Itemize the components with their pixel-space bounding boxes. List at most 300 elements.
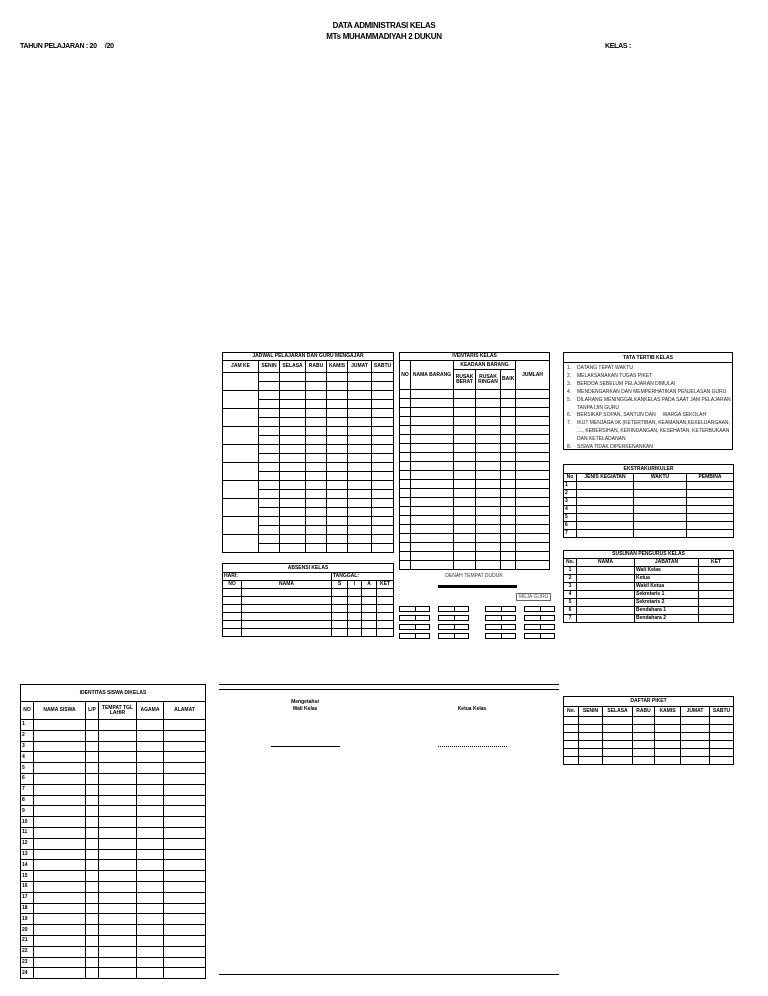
inventaris-cell[interactable] [400, 534, 411, 543]
jadwal-cell[interactable] [348, 445, 372, 454]
identitas-cell[interactable] [99, 849, 137, 860]
absensi-cell[interactable] [362, 589, 377, 597]
jadwal-cell[interactable] [372, 499, 394, 508]
identitas-cell[interactable] [164, 968, 206, 979]
identitas-cell[interactable] [137, 752, 164, 763]
inventaris-cell[interactable] [516, 471, 550, 480]
jadwal-cell[interactable] [348, 472, 372, 481]
inventaris-cell[interactable] [454, 417, 476, 426]
inventaris-cell[interactable] [501, 408, 516, 417]
identitas-cell[interactable] [99, 752, 137, 763]
jadwal-cell[interactable] [348, 463, 372, 472]
piket-cell[interactable] [655, 749, 681, 757]
identitas-cell[interactable] [86, 784, 99, 795]
absensi-cell[interactable] [242, 589, 332, 597]
jadwal-cell[interactable] [306, 418, 327, 427]
ekstra-cell[interactable] [687, 506, 734, 514]
inventaris-cell[interactable] [454, 543, 476, 552]
absensi-cell[interactable] [348, 605, 362, 613]
inventaris-cell[interactable] [476, 552, 501, 561]
identitas-cell[interactable] [99, 773, 137, 784]
inventaris-cell[interactable] [400, 516, 411, 525]
identitas-cell[interactable] [137, 849, 164, 860]
piket-cell[interactable] [564, 717, 579, 725]
identitas-cell[interactable] [164, 903, 206, 914]
piket-cell[interactable] [633, 757, 655, 765]
inventaris-cell[interactable] [501, 417, 516, 426]
ekstra-cell[interactable] [687, 514, 734, 522]
jadwal-cell[interactable] [327, 526, 348, 535]
absensi-cell[interactable] [223, 613, 242, 621]
inventaris-cell[interactable] [501, 399, 516, 408]
piket-cell[interactable] [655, 741, 681, 749]
jadwal-cell[interactable] [327, 508, 348, 517]
jadwal-cell[interactable] [259, 400, 280, 409]
identitas-cell[interactable] [137, 968, 164, 979]
ekstra-cell[interactable] [634, 514, 687, 522]
piket-cell[interactable] [655, 725, 681, 733]
identitas-cell[interactable] [99, 914, 137, 925]
ekstra-cell[interactable] [577, 514, 634, 522]
identitas-cell[interactable] [164, 881, 206, 892]
identitas-cell[interactable] [34, 795, 86, 806]
identitas-cell[interactable] [86, 817, 99, 828]
identitas-cell[interactable] [86, 827, 99, 838]
inventaris-cell[interactable] [516, 552, 550, 561]
jadwal-jam-cell[interactable] [223, 409, 259, 427]
absensi-cell[interactable] [377, 597, 394, 605]
jadwal-cell[interactable] [327, 409, 348, 418]
jadwal-jam-cell[interactable] [223, 463, 259, 481]
identitas-cell[interactable] [34, 957, 86, 968]
jadwal-cell[interactable] [348, 427, 372, 436]
inventaris-cell[interactable] [411, 462, 454, 471]
jadwal-cell[interactable] [306, 391, 327, 400]
pengurus-nama-cell[interactable] [577, 607, 635, 615]
jadwal-cell[interactable] [372, 373, 394, 382]
absensi-cell[interactable] [223, 589, 242, 597]
inventaris-cell[interactable] [454, 390, 476, 399]
jadwal-cell[interactable] [280, 427, 306, 436]
identitas-cell[interactable] [99, 838, 137, 849]
identitas-cell[interactable] [137, 946, 164, 957]
inventaris-cell[interactable] [501, 471, 516, 480]
jadwal-cell[interactable] [306, 373, 327, 382]
ekstra-cell[interactable] [687, 530, 734, 538]
identitas-cell[interactable] [164, 838, 206, 849]
absensi-cell[interactable] [377, 613, 394, 621]
ekstra-cell[interactable] [577, 506, 634, 514]
jadwal-cell[interactable] [259, 454, 280, 463]
inventaris-cell[interactable] [476, 417, 501, 426]
jadwal-cell[interactable] [327, 517, 348, 526]
inventaris-cell[interactable] [454, 525, 476, 534]
jadwal-cell[interactable] [348, 391, 372, 400]
inventaris-cell[interactable] [501, 498, 516, 507]
jadwal-cell[interactable] [280, 490, 306, 499]
identitas-cell[interactable] [34, 763, 86, 774]
jadwal-cell[interactable] [280, 544, 306, 553]
inventaris-cell[interactable] [501, 444, 516, 453]
pengurus-ket-cell[interactable] [699, 615, 734, 623]
jadwal-cell[interactable] [280, 454, 306, 463]
identitas-cell[interactable] [34, 806, 86, 817]
inventaris-cell[interactable] [476, 561, 501, 570]
jadwal-cell[interactable] [348, 382, 372, 391]
identitas-cell[interactable] [86, 720, 99, 731]
inventaris-cell[interactable] [476, 453, 501, 462]
jadwal-cell[interactable] [372, 400, 394, 409]
piket-cell[interactable] [579, 733, 603, 741]
inventaris-cell[interactable] [516, 507, 550, 516]
inventaris-cell[interactable] [516, 561, 550, 570]
jadwal-cell[interactable] [280, 445, 306, 454]
jadwal-cell[interactable] [306, 472, 327, 481]
jadwal-cell[interactable] [327, 535, 348, 544]
inventaris-cell[interactable] [501, 534, 516, 543]
identitas-cell[interactable] [34, 946, 86, 957]
identitas-cell[interactable] [164, 957, 206, 968]
inventaris-cell[interactable] [516, 489, 550, 498]
piket-cell[interactable] [633, 717, 655, 725]
jadwal-cell[interactable] [259, 436, 280, 445]
jadwal-cell[interactable] [259, 409, 280, 418]
absensi-cell[interactable] [348, 621, 362, 629]
jadwal-cell[interactable] [372, 436, 394, 445]
inventaris-cell[interactable] [501, 426, 516, 435]
piket-cell[interactable] [603, 725, 633, 733]
inventaris-cell[interactable] [400, 453, 411, 462]
inventaris-cell[interactable] [516, 435, 550, 444]
piket-cell[interactable] [633, 725, 655, 733]
inventaris-cell[interactable] [476, 408, 501, 417]
identitas-cell[interactable] [164, 849, 206, 860]
inventaris-cell[interactable] [400, 417, 411, 426]
jadwal-cell[interactable] [348, 373, 372, 382]
identitas-cell[interactable] [137, 914, 164, 925]
absensi-cell[interactable] [332, 613, 348, 621]
inventaris-cell[interactable] [411, 480, 454, 489]
identitas-cell[interactable] [99, 925, 137, 936]
identitas-cell[interactable] [34, 925, 86, 936]
jadwal-cell[interactable] [372, 418, 394, 427]
identitas-cell[interactable] [34, 892, 86, 903]
inventaris-cell[interactable] [411, 543, 454, 552]
identitas-cell[interactable] [137, 925, 164, 936]
identitas-cell[interactable] [86, 935, 99, 946]
jadwal-jam-cell[interactable] [223, 481, 259, 499]
jadwal-cell[interactable] [372, 427, 394, 436]
inventaris-cell[interactable] [454, 471, 476, 480]
jadwal-cell[interactable] [348, 454, 372, 463]
jadwal-cell[interactable] [306, 427, 327, 436]
jadwal-cell[interactable] [280, 508, 306, 517]
identitas-cell[interactable] [86, 838, 99, 849]
identitas-cell[interactable] [99, 860, 137, 871]
inventaris-cell[interactable] [411, 489, 454, 498]
absensi-cell[interactable] [332, 597, 348, 605]
inventaris-cell[interactable] [400, 408, 411, 417]
inventaris-cell[interactable] [516, 417, 550, 426]
identitas-cell[interactable] [99, 968, 137, 979]
jadwal-cell[interactable] [327, 427, 348, 436]
piket-cell[interactable] [603, 757, 633, 765]
jadwal-cell[interactable] [372, 472, 394, 481]
jadwal-cell[interactable] [280, 463, 306, 472]
piket-cell[interactable] [710, 741, 734, 749]
inventaris-cell[interactable] [454, 453, 476, 462]
jadwal-cell[interactable] [372, 535, 394, 544]
identitas-cell[interactable] [137, 730, 164, 741]
jadwal-cell[interactable] [306, 463, 327, 472]
piket-cell[interactable] [603, 741, 633, 749]
jadwal-cell[interactable] [306, 436, 327, 445]
identitas-cell[interactable] [34, 968, 86, 979]
jadwal-cell[interactable] [348, 499, 372, 508]
inventaris-cell[interactable] [411, 561, 454, 570]
ekstra-cell[interactable] [634, 506, 687, 514]
identitas-cell[interactable] [137, 892, 164, 903]
inventaris-cell[interactable] [454, 426, 476, 435]
jadwal-cell[interactable] [348, 517, 372, 526]
inventaris-cell[interactable] [400, 435, 411, 444]
absensi-cell[interactable] [362, 605, 377, 613]
piket-cell[interactable] [710, 717, 734, 725]
inventaris-cell[interactable] [400, 426, 411, 435]
inventaris-cell[interactable] [454, 444, 476, 453]
inventaris-cell[interactable] [400, 399, 411, 408]
inventaris-cell[interactable] [501, 507, 516, 516]
identitas-cell[interactable] [164, 860, 206, 871]
inventaris-cell[interactable] [516, 390, 550, 399]
inventaris-cell[interactable] [400, 471, 411, 480]
jadwal-cell[interactable] [280, 472, 306, 481]
identitas-cell[interactable] [137, 784, 164, 795]
inventaris-cell[interactable] [516, 525, 550, 534]
ekstra-cell[interactable] [687, 498, 734, 506]
piket-cell[interactable] [710, 757, 734, 765]
inventaris-cell[interactable] [476, 534, 501, 543]
inventaris-cell[interactable] [411, 390, 454, 399]
identitas-cell[interactable] [164, 784, 206, 795]
inventaris-cell[interactable] [400, 489, 411, 498]
piket-cell[interactable] [710, 725, 734, 733]
identitas-cell[interactable] [34, 871, 86, 882]
identitas-cell[interactable] [99, 795, 137, 806]
piket-cell[interactable] [603, 749, 633, 757]
jadwal-cell[interactable] [327, 373, 348, 382]
inventaris-cell[interactable] [516, 408, 550, 417]
identitas-cell[interactable] [99, 817, 137, 828]
identitas-cell[interactable] [164, 795, 206, 806]
identitas-cell[interactable] [86, 892, 99, 903]
piket-cell[interactable] [681, 733, 710, 741]
jadwal-cell[interactable] [372, 544, 394, 553]
inventaris-cell[interactable] [411, 444, 454, 453]
identitas-cell[interactable] [164, 892, 206, 903]
jadwal-cell[interactable] [306, 508, 327, 517]
identitas-cell[interactable] [164, 817, 206, 828]
jadwal-cell[interactable] [259, 544, 280, 553]
absensi-cell[interactable] [242, 613, 332, 621]
inventaris-cell[interactable] [501, 543, 516, 552]
piket-cell[interactable] [579, 725, 603, 733]
jadwal-cell[interactable] [372, 463, 394, 472]
identitas-cell[interactable] [86, 957, 99, 968]
inventaris-cell[interactable] [400, 561, 411, 570]
identitas-cell[interactable] [86, 914, 99, 925]
identitas-cell[interactable] [99, 720, 137, 731]
jadwal-cell[interactable] [259, 517, 280, 526]
jadwal-cell[interactable] [372, 391, 394, 400]
identitas-cell[interactable] [86, 730, 99, 741]
identitas-cell[interactable] [34, 817, 86, 828]
inventaris-cell[interactable] [476, 399, 501, 408]
piket-cell[interactable] [710, 749, 734, 757]
jadwal-cell[interactable] [372, 508, 394, 517]
absensi-cell[interactable] [362, 629, 377, 637]
absensi-cell[interactable] [377, 621, 394, 629]
inventaris-cell[interactable] [411, 552, 454, 561]
jadwal-cell[interactable] [348, 436, 372, 445]
inventaris-cell[interactable] [501, 435, 516, 444]
ekstra-cell[interactable] [577, 530, 634, 538]
inventaris-cell[interactable] [516, 498, 550, 507]
jadwal-cell[interactable] [306, 382, 327, 391]
absensi-cell[interactable] [332, 629, 348, 637]
identitas-cell[interactable] [99, 903, 137, 914]
identitas-cell[interactable] [99, 730, 137, 741]
jadwal-cell[interactable] [327, 391, 348, 400]
ekstra-cell[interactable] [634, 530, 687, 538]
identitas-cell[interactable] [34, 741, 86, 752]
identitas-cell[interactable] [34, 860, 86, 871]
identitas-cell[interactable] [99, 806, 137, 817]
jadwal-jam-cell[interactable] [223, 391, 259, 409]
piket-cell[interactable] [655, 717, 681, 725]
inventaris-cell[interactable] [400, 444, 411, 453]
inventaris-cell[interactable] [516, 534, 550, 543]
jadwal-cell[interactable] [306, 517, 327, 526]
inventaris-cell[interactable] [516, 453, 550, 462]
identitas-cell[interactable] [34, 784, 86, 795]
identitas-cell[interactable] [99, 871, 137, 882]
inventaris-cell[interactable] [411, 408, 454, 417]
inventaris-cell[interactable] [411, 399, 454, 408]
jadwal-cell[interactable] [327, 481, 348, 490]
inventaris-cell[interactable] [501, 489, 516, 498]
identitas-cell[interactable] [137, 838, 164, 849]
inventaris-cell[interactable] [454, 399, 476, 408]
jadwal-cell[interactable] [348, 526, 372, 535]
piket-cell[interactable] [633, 749, 655, 757]
piket-cell[interactable] [564, 725, 579, 733]
jadwal-cell[interactable] [327, 418, 348, 427]
identitas-cell[interactable] [137, 720, 164, 731]
inventaris-cell[interactable] [454, 462, 476, 471]
jadwal-cell[interactable] [372, 445, 394, 454]
jadwal-cell[interactable] [348, 508, 372, 517]
identitas-cell[interactable] [99, 957, 137, 968]
inventaris-cell[interactable] [411, 426, 454, 435]
absensi-cell[interactable] [332, 589, 348, 597]
identitas-cell[interactable] [34, 752, 86, 763]
identitas-cell[interactable] [34, 935, 86, 946]
identitas-cell[interactable] [137, 795, 164, 806]
jadwal-cell[interactable] [280, 517, 306, 526]
inventaris-cell[interactable] [476, 444, 501, 453]
piket-cell[interactable] [564, 733, 579, 741]
jadwal-cell[interactable] [259, 490, 280, 499]
absensi-cell[interactable] [348, 597, 362, 605]
jadwal-cell[interactable] [372, 490, 394, 499]
jadwal-cell[interactable] [372, 382, 394, 391]
jadwal-cell[interactable] [306, 481, 327, 490]
jadwal-cell[interactable] [348, 400, 372, 409]
jadwal-jam-cell[interactable] [223, 535, 259, 553]
absensi-cell[interactable] [377, 589, 394, 597]
identitas-cell[interactable] [99, 784, 137, 795]
inventaris-cell[interactable] [454, 534, 476, 543]
identitas-cell[interactable] [99, 892, 137, 903]
jadwal-cell[interactable] [259, 508, 280, 517]
jadwal-cell[interactable] [280, 481, 306, 490]
identitas-cell[interactable] [137, 935, 164, 946]
piket-cell[interactable] [633, 733, 655, 741]
absensi-cell[interactable] [348, 589, 362, 597]
jadwal-cell[interactable] [280, 436, 306, 445]
identitas-cell[interactable] [99, 946, 137, 957]
identitas-cell[interactable] [137, 817, 164, 828]
absensi-cell[interactable] [242, 605, 332, 613]
inventaris-cell[interactable] [454, 408, 476, 417]
inventaris-cell[interactable] [476, 390, 501, 399]
jadwal-cell[interactable] [327, 472, 348, 481]
inventaris-cell[interactable] [476, 498, 501, 507]
jadwal-jam-cell[interactable] [223, 445, 259, 463]
jadwal-cell[interactable] [327, 445, 348, 454]
jadwal-cell[interactable] [259, 463, 280, 472]
identitas-cell[interactable] [86, 860, 99, 871]
inventaris-cell[interactable] [476, 471, 501, 480]
jadwal-cell[interactable] [327, 544, 348, 553]
jadwal-cell[interactable] [259, 418, 280, 427]
identitas-cell[interactable] [34, 720, 86, 731]
identitas-cell[interactable] [34, 914, 86, 925]
inventaris-cell[interactable] [411, 453, 454, 462]
jadwal-cell[interactable] [259, 391, 280, 400]
jadwal-cell[interactable] [327, 490, 348, 499]
ekstra-cell[interactable] [687, 482, 734, 490]
inventaris-cell[interactable] [516, 480, 550, 489]
inventaris-cell[interactable] [501, 561, 516, 570]
jadwal-cell[interactable] [259, 373, 280, 382]
identitas-cell[interactable] [34, 881, 86, 892]
identitas-cell[interactable] [99, 741, 137, 752]
ekstra-cell[interactable] [577, 498, 634, 506]
inventaris-cell[interactable] [400, 498, 411, 507]
piket-cell[interactable] [710, 733, 734, 741]
identitas-cell[interactable] [164, 741, 206, 752]
identitas-cell[interactable] [137, 827, 164, 838]
piket-cell[interactable] [564, 741, 579, 749]
jadwal-cell[interactable] [327, 463, 348, 472]
jadwal-cell[interactable] [327, 499, 348, 508]
absensi-cell[interactable] [332, 621, 348, 629]
inventaris-cell[interactable] [516, 399, 550, 408]
identitas-cell[interactable] [86, 871, 99, 882]
absensi-cell[interactable] [223, 605, 242, 613]
